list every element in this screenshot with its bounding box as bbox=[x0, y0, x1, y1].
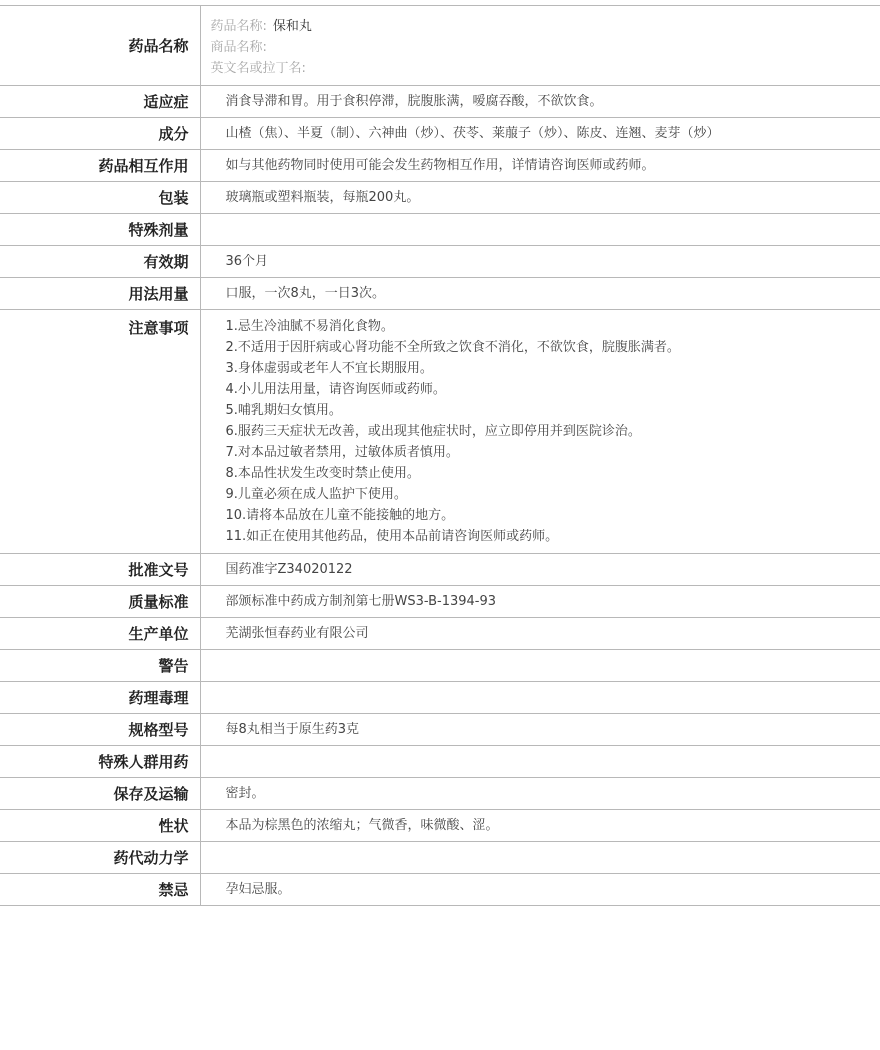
storage-label: 保存及运输 bbox=[0, 778, 200, 810]
usage-row bbox=[0, 278, 880, 310]
pharmacokinetics-label: 药代动力学 bbox=[0, 842, 200, 874]
precaution-item: 6.服药三天症状无改善，或出现其他症状时，应立即停用并到医院诊治。 bbox=[225, 424, 641, 439]
generic-name-value: 保和丸 bbox=[272, 19, 312, 34]
indications-value: 消食导滞和胃。用于食积停滞，脘腹胀满，嗳腐吞酸，不欲饮食。 bbox=[200, 86, 880, 118]
trade-name-line bbox=[211, 37, 880, 58]
pharmacokinetics-value bbox=[200, 842, 880, 874]
precaution-item: 8.本品性状发生改变时禁止使用。 bbox=[225, 466, 420, 481]
appearance-label: 性状 bbox=[0, 810, 200, 842]
approval-number-label: 批准文号 bbox=[0, 554, 200, 586]
specification-value: 每8丸相当于原生药3克 bbox=[200, 714, 880, 746]
pharmacology-label: 药理毒理 bbox=[0, 682, 200, 714]
interactions-label: 药品相互作用 bbox=[0, 150, 200, 182]
english-name-key: 英文名或拉丁名: bbox=[210, 61, 306, 76]
pharmacology-value bbox=[200, 682, 880, 714]
storage-row bbox=[0, 778, 880, 810]
precautions-label: 注意事项 bbox=[0, 310, 200, 554]
precaution-item: 2.不适用于因肝病或心肾功能不全所致之饮食不消化，不欲饮食，脘腹胀满者。 bbox=[225, 340, 680, 355]
indications-label: 适应症 bbox=[0, 86, 200, 118]
precaution-item: 7.对本品过敏者禁用，过敏体质者慎用。 bbox=[225, 445, 459, 460]
precaution-item: 11.如正在使用其他药品，使用本品前请咨询医师或药师。 bbox=[225, 529, 559, 544]
specification-row bbox=[0, 714, 880, 746]
contraindications-value: 孕妇忌服。 bbox=[200, 874, 880, 906]
special-dosage-value bbox=[200, 214, 880, 246]
special-population-value bbox=[200, 746, 880, 778]
precaution-item: 3.身体虚弱或老年人不宜长期服用。 bbox=[225, 361, 433, 376]
shelf-life-label: 有效期 bbox=[0, 246, 200, 278]
interactions-row bbox=[0, 150, 880, 182]
drug-name-label: 药品名称 bbox=[0, 6, 200, 86]
usage-label: 用法用量 bbox=[0, 278, 200, 310]
special-population-row bbox=[0, 746, 880, 778]
trade-name-key: 商品名称: bbox=[210, 40, 267, 55]
special-population-label: 特殊人群用药 bbox=[0, 746, 200, 778]
drug-name-row bbox=[0, 6, 880, 86]
precaution-item: 5.哺乳期妇女慎用。 bbox=[225, 403, 342, 418]
generic-name-line bbox=[211, 16, 880, 37]
approval-number-value: 国药准字Z34020122 bbox=[200, 554, 880, 586]
generic-name-key: 药品名称: bbox=[210, 19, 267, 34]
quality-standard-label: 质量标准 bbox=[0, 586, 200, 618]
contraindications-row bbox=[0, 874, 880, 906]
packaging-row bbox=[0, 182, 880, 214]
warning-row bbox=[0, 650, 880, 682]
pharmacokinetics-row bbox=[0, 842, 880, 874]
drug-spec-table bbox=[0, 5, 880, 906]
special-dosage-row bbox=[0, 214, 880, 246]
usage-value: 口服，一次8丸，一日3次。 bbox=[200, 278, 880, 310]
precaution-item: 10.请将本品放在儿童不能接触的地方。 bbox=[225, 508, 455, 523]
ingredients-row bbox=[0, 118, 880, 150]
appearance-row bbox=[0, 810, 880, 842]
precaution-item: 1.忌生冷油腻不易消化食物。 bbox=[225, 319, 394, 334]
precaution-item: 4.小儿用法用量，请咨询医师或药师。 bbox=[225, 382, 446, 397]
manufacturer-label: 生产单位 bbox=[0, 618, 200, 650]
drug-name-cell bbox=[200, 6, 880, 86]
precautions-value bbox=[200, 310, 880, 554]
english-name-line bbox=[211, 58, 880, 79]
quality-standard-value: 部颁标准中药成方制剂第七册WS3-B-1394-93 bbox=[200, 586, 880, 618]
special-dosage-label: 特殊剂量 bbox=[0, 214, 200, 246]
indications-row bbox=[0, 86, 880, 118]
precaution-item: 9.儿童必须在成人监护下使用。 bbox=[225, 487, 407, 502]
approval-number-row bbox=[0, 554, 880, 586]
manufacturer-value: 芜湖张恒春药业有限公司 bbox=[200, 618, 880, 650]
quality-standard-row bbox=[0, 586, 880, 618]
shelf-life-value: 36个月 bbox=[200, 246, 880, 278]
interactions-value: 如与其他药物同时使用可能会发生药物相互作用，详情请咨询医师或药师。 bbox=[200, 150, 880, 182]
shelf-life-row bbox=[0, 246, 880, 278]
specification-label: 规格型号 bbox=[0, 714, 200, 746]
warning-label: 警告 bbox=[0, 650, 200, 682]
ingredients-label: 成分 bbox=[0, 118, 200, 150]
warning-value bbox=[200, 650, 880, 682]
precautions-row bbox=[0, 310, 880, 554]
contraindications-label: 禁忌 bbox=[0, 874, 200, 906]
ingredients-value: 山楂（焦）、半夏（制）、六神曲（炒）、茯苓、莱菔子（炒）、陈皮、连翘、麦芽（炒） bbox=[200, 118, 880, 150]
pharmacology-row bbox=[0, 682, 880, 714]
appearance-value: 本品为棕黑色的浓缩丸；气微香，味微酸、涩。 bbox=[200, 810, 880, 842]
storage-value: 密封。 bbox=[200, 778, 880, 810]
manufacturer-row bbox=[0, 618, 880, 650]
packaging-label: 包装 bbox=[0, 182, 200, 214]
packaging-value: 玻璃瓶或塑料瓶装，每瓶200丸。 bbox=[200, 182, 880, 214]
